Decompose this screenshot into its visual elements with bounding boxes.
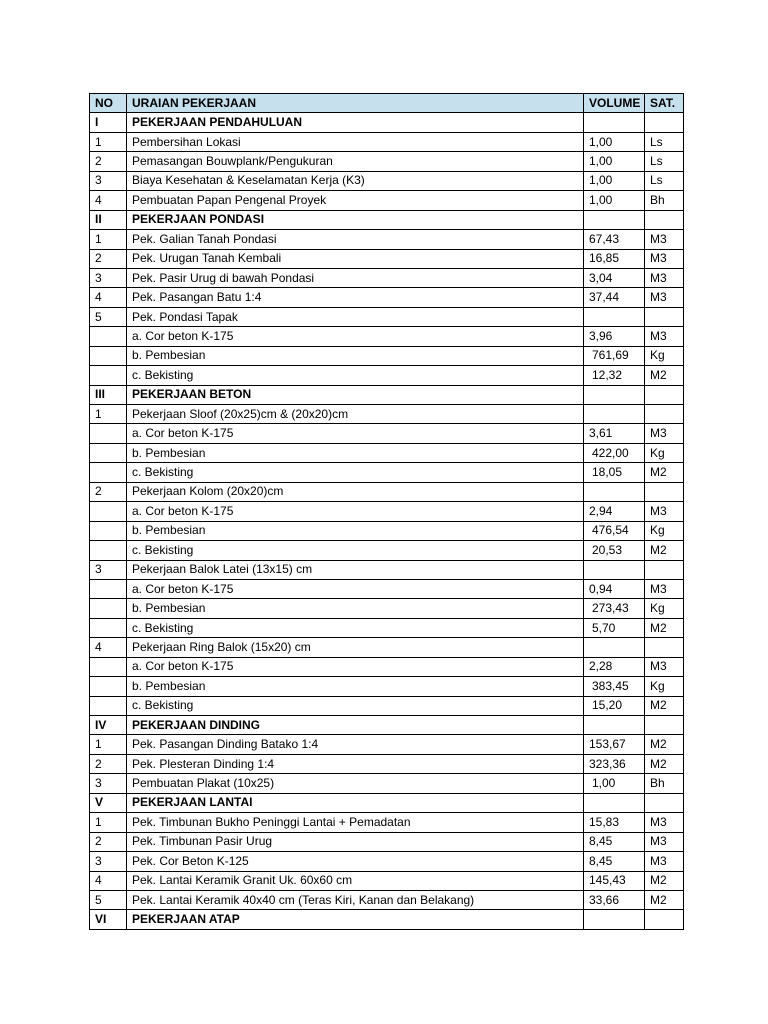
table-row (90, 521, 684, 540)
cell-description: Pek. Cor Beton K-125 (127, 852, 584, 871)
cell-volume: 37,44 (584, 288, 645, 307)
cell-no: 3 (90, 171, 127, 190)
cell-description: Pek. Pondasi Tapak (127, 307, 584, 326)
cell-volume: 761,69 (584, 346, 645, 365)
table-body (90, 113, 684, 929)
cell-unit: M2 (645, 890, 684, 909)
cell-description: b. Pembesian (127, 677, 584, 696)
cell-volume: 8,45 (584, 852, 645, 871)
cell-unit: Bh (645, 774, 684, 793)
cell-volume: 383,45 (584, 677, 645, 696)
cell-no: III (90, 385, 127, 404)
cell-description: Pek. Pasir Urug di bawah Pondasi (127, 268, 584, 287)
cell-unit: Kg (645, 677, 684, 696)
cell-volume: 2,94 (584, 502, 645, 521)
cell-volume (584, 638, 645, 657)
cell-unit: M2 (645, 735, 684, 754)
table-row (90, 579, 684, 598)
table-row (90, 171, 684, 190)
section-row (90, 385, 684, 404)
cell-no: 1 (90, 735, 127, 754)
cell-volume: 1,00 (584, 132, 645, 151)
cell-description: a. Cor beton K-175 (127, 657, 584, 676)
cell-no: 1 (90, 813, 127, 832)
cell-no (90, 696, 127, 715)
cell-description: PEKERJAAN BETON (127, 385, 584, 404)
cell-description: PEKERJAAN LANTAI (127, 793, 584, 812)
cell-description: b. Pembesian (127, 521, 584, 540)
cell-no: 5 (90, 890, 127, 909)
cell-volume: 18,05 (584, 463, 645, 482)
cell-unit (645, 638, 684, 657)
table-row (90, 852, 684, 871)
cell-no (90, 502, 127, 521)
cell-volume: 3,61 (584, 424, 645, 443)
cell-volume: 20,53 (584, 541, 645, 560)
cell-description: Pembuatan Plakat (10x25) (127, 774, 584, 793)
table-row (90, 249, 684, 268)
cell-volume (584, 113, 645, 132)
table-row (90, 657, 684, 676)
table-row (90, 890, 684, 909)
cell-description: c. Bekisting (127, 463, 584, 482)
cell-no: 2 (90, 482, 127, 501)
cell-description: Pek. Lantai Keramik Granit Uk. 60x60 cm (127, 871, 584, 890)
cell-no: 3 (90, 852, 127, 871)
cell-unit: Ls (645, 132, 684, 151)
table-row (90, 268, 684, 287)
cell-no: 2 (90, 832, 127, 851)
cell-description: Pekerjaan Balok Latei (13x15) cm (127, 560, 584, 579)
table-row (90, 443, 684, 462)
cell-volume: 273,43 (584, 599, 645, 618)
table-row (90, 735, 684, 754)
cell-no (90, 541, 127, 560)
cell-no (90, 463, 127, 482)
cell-volume: 1,00 (584, 191, 645, 210)
cell-volume: 422,00 (584, 443, 645, 462)
cell-no: I (90, 113, 127, 132)
table-header (90, 94, 684, 113)
cell-unit: M3 (645, 249, 684, 268)
table-row (90, 288, 684, 307)
cell-no: 5 (90, 307, 127, 326)
cell-unit: M2 (645, 541, 684, 560)
cell-description: b. Pembesian (127, 443, 584, 462)
cell-description: Biaya Kesehatan & Keselamatan Kerja (K3) (127, 171, 584, 190)
cell-no (90, 327, 127, 346)
cell-unit: M2 (645, 463, 684, 482)
cell-no: VI (90, 910, 127, 929)
cell-volume: 153,67 (584, 735, 645, 754)
table-row (90, 424, 684, 443)
cell-description: PEKERJAAN DINDING (127, 716, 584, 735)
cell-no (90, 424, 127, 443)
section-row (90, 210, 684, 229)
cell-unit: M3 (645, 579, 684, 598)
cell-volume (584, 210, 645, 229)
cell-volume (584, 405, 645, 424)
cell-description: Pembersihan Lokasi (127, 132, 584, 151)
cell-unit (645, 385, 684, 404)
cell-no: 4 (90, 871, 127, 890)
cell-no: 2 (90, 152, 127, 171)
section-row (90, 113, 684, 132)
header-no: NO (90, 94, 127, 113)
cell-volume: 3,04 (584, 268, 645, 287)
cell-unit: M3 (645, 502, 684, 521)
cell-description: PEKERJAAN PENDAHULUAN (127, 113, 584, 132)
cell-no (90, 366, 127, 385)
cell-unit: Kg (645, 443, 684, 462)
work-volume-table (89, 93, 684, 930)
cell-volume: 1,00 (584, 152, 645, 171)
cell-unit: Kg (645, 346, 684, 365)
cell-unit (645, 210, 684, 229)
table-row (90, 813, 684, 832)
cell-unit (645, 793, 684, 812)
cell-description: c. Bekisting (127, 696, 584, 715)
cell-description: Pembuatan Papan Pengenal Proyek (127, 191, 584, 210)
table-row (90, 638, 684, 657)
cell-volume: 1,00 (584, 774, 645, 793)
cell-no (90, 346, 127, 365)
cell-no: 2 (90, 249, 127, 268)
header-row (90, 94, 684, 113)
cell-volume: 1,00 (584, 171, 645, 190)
header-description: URAIAN PEKERJAAN (127, 94, 584, 113)
cell-no (90, 443, 127, 462)
section-row (90, 716, 684, 735)
table-row (90, 871, 684, 890)
cell-unit: M3 (645, 424, 684, 443)
table-row (90, 599, 684, 618)
table-row (90, 502, 684, 521)
section-row (90, 910, 684, 929)
table-row (90, 541, 684, 560)
cell-volume: 323,36 (584, 754, 645, 773)
cell-unit: M3 (645, 852, 684, 871)
cell-description: Pek. Timbunan Pasir Urug (127, 832, 584, 851)
cell-unit: M3 (645, 230, 684, 249)
cell-description: c. Bekisting (127, 618, 584, 637)
cell-no: 3 (90, 774, 127, 793)
cell-no: 2 (90, 754, 127, 773)
cell-no (90, 521, 127, 540)
cell-unit: M3 (645, 813, 684, 832)
table-row (90, 327, 684, 346)
cell-description: PEKERJAAN PONDASI (127, 210, 584, 229)
cell-unit: M3 (645, 288, 684, 307)
cell-unit (645, 113, 684, 132)
cell-description: a. Cor beton K-175 (127, 579, 584, 598)
cell-volume (584, 307, 645, 326)
cell-no: 4 (90, 638, 127, 657)
table-row (90, 618, 684, 637)
table-row (90, 191, 684, 210)
cell-no (90, 657, 127, 676)
cell-volume (584, 716, 645, 735)
cell-unit: M2 (645, 366, 684, 385)
cell-volume: 12,32 (584, 366, 645, 385)
cell-description: a. Cor beton K-175 (127, 502, 584, 521)
cell-unit: Ls (645, 171, 684, 190)
cell-description: c. Bekisting (127, 366, 584, 385)
cell-unit: M3 (645, 327, 684, 346)
header-unit: SAT. (645, 94, 684, 113)
cell-no: V (90, 793, 127, 812)
cell-volume: 3,96 (584, 327, 645, 346)
table-row (90, 346, 684, 365)
table-row (90, 132, 684, 151)
cell-description: Pek. Timbunan Bukho Peninggi Lantai + Pemadatan (127, 813, 584, 832)
cell-unit (645, 405, 684, 424)
cell-no: 1 (90, 132, 127, 151)
cell-no (90, 599, 127, 618)
cell-no (90, 677, 127, 696)
cell-volume (584, 482, 645, 501)
table-row (90, 677, 684, 696)
cell-no: 4 (90, 191, 127, 210)
cell-volume: 476,54 (584, 521, 645, 540)
cell-description: Pek. Plesteran Dinding 1:4 (127, 754, 584, 773)
cell-volume: 0,94 (584, 579, 645, 598)
cell-no: II (90, 210, 127, 229)
cell-volume: 145,43 (584, 871, 645, 890)
table-row (90, 482, 684, 501)
table-row (90, 832, 684, 851)
cell-unit: Bh (645, 191, 684, 210)
cell-description: Pemasangan Bouwplank/Pengukuran (127, 152, 584, 171)
cell-description: c. Bekisting (127, 541, 584, 560)
cell-unit: M2 (645, 754, 684, 773)
cell-unit: Ls (645, 152, 684, 171)
cell-volume (584, 385, 645, 404)
cell-volume (584, 560, 645, 579)
cell-volume: 16,85 (584, 249, 645, 268)
cell-volume: 5,70 (584, 618, 645, 637)
cell-unit (645, 910, 684, 929)
cell-unit: Kg (645, 521, 684, 540)
cell-description: Pek. Galian Tanah Pondasi (127, 230, 584, 249)
cell-unit: M2 (645, 696, 684, 715)
cell-description: a. Cor beton K-175 (127, 327, 584, 346)
table-row (90, 366, 684, 385)
cell-no: 3 (90, 268, 127, 287)
cell-volume: 33,66 (584, 890, 645, 909)
cell-volume: 2,28 (584, 657, 645, 676)
cell-description: Pekerjaan Kolom (20x20)cm (127, 482, 584, 501)
cell-unit: M3 (645, 268, 684, 287)
cell-unit (645, 482, 684, 501)
cell-unit: M3 (645, 657, 684, 676)
table-row (90, 696, 684, 715)
cell-description: Pek. Lantai Keramik 40x40 cm (Teras Kiri, Kanan dan Belakang) (127, 890, 584, 909)
table-row (90, 774, 684, 793)
cell-unit (645, 560, 684, 579)
cell-unit: M2 (645, 618, 684, 637)
table-row (90, 560, 684, 579)
cell-description: Pek. Urugan Tanah Kembali (127, 249, 584, 268)
cell-unit (645, 716, 684, 735)
table-row (90, 405, 684, 424)
cell-no (90, 618, 127, 637)
cell-description: b. Pembesian (127, 346, 584, 365)
cell-no: IV (90, 716, 127, 735)
cell-volume: 67,43 (584, 230, 645, 249)
table-row (90, 152, 684, 171)
work-volume-table-sheet (89, 93, 683, 930)
table-row (90, 230, 684, 249)
cell-no: 4 (90, 288, 127, 307)
cell-description: PEKERJAAN ATAP (127, 910, 584, 929)
cell-volume: 15,20 (584, 696, 645, 715)
cell-no: 3 (90, 560, 127, 579)
cell-unit: Kg (645, 599, 684, 618)
table-row (90, 307, 684, 326)
table-row (90, 754, 684, 773)
cell-description: Pek. Pasangan Dinding Batako 1:4 (127, 735, 584, 754)
cell-description: b. Pembesian (127, 599, 584, 618)
cell-unit: M3 (645, 832, 684, 851)
cell-volume (584, 793, 645, 812)
cell-description: Pekerjaan Sloof (20x25)cm & (20x20)cm (127, 405, 584, 424)
cell-unit (645, 307, 684, 326)
table-row (90, 463, 684, 482)
cell-volume: 15,83 (584, 813, 645, 832)
cell-no: 1 (90, 230, 127, 249)
cell-volume: 8,45 (584, 832, 645, 851)
cell-no: 1 (90, 405, 127, 424)
header-volume: VOLUME (584, 94, 645, 113)
section-row (90, 793, 684, 812)
cell-description: Pek. Pasangan Batu 1:4 (127, 288, 584, 307)
cell-unit: M2 (645, 871, 684, 890)
cell-description: a. Cor beton K-175 (127, 424, 584, 443)
cell-volume (584, 910, 645, 929)
cell-no (90, 579, 127, 598)
cell-description: Pekerjaan Ring Balok (15x20) cm (127, 638, 584, 657)
